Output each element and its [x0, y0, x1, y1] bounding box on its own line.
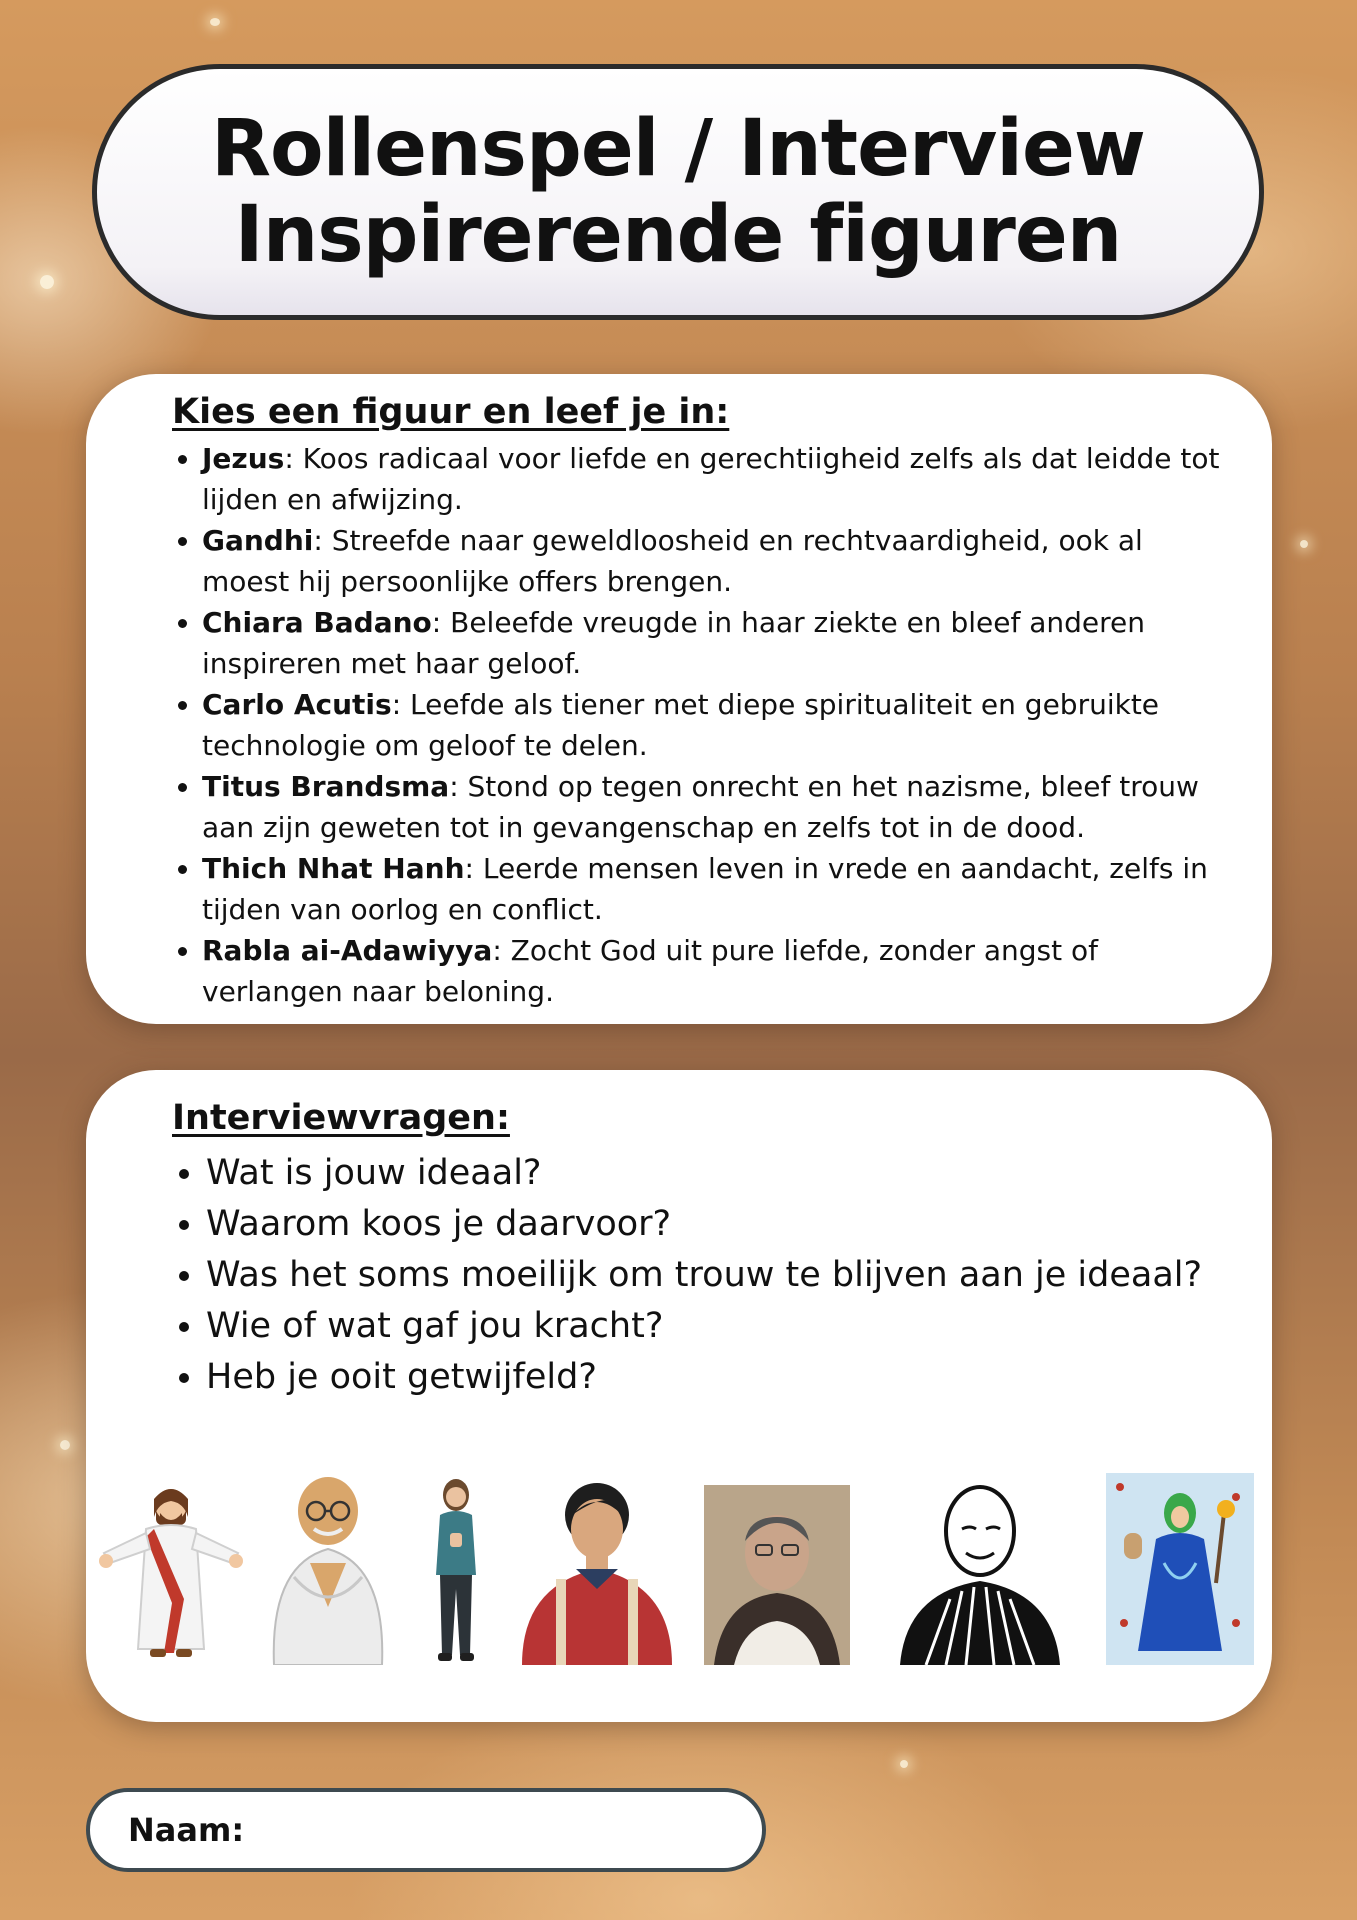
titus-portrait-icon	[704, 1485, 850, 1665]
figure-description: : Beleefde vreugde in haar ziekte en bleef anderen inspireren met haar geloof.	[202, 606, 1145, 680]
list-item	[202, 684, 1222, 766]
page-title-line-1: Rollenspel / Interview	[211, 104, 1145, 194]
list-item	[202, 438, 1222, 520]
page-title-line-2: Inspirerende figuren	[234, 190, 1122, 280]
chiara-figure-icon	[426, 1475, 486, 1665]
carlo-figure-icon	[516, 1479, 678, 1665]
question-item: • Was het soms moeilijk om trouw te blijven aan je ideaal?	[206, 1250, 1222, 1301]
figures-list	[152, 438, 1222, 1012]
figure-description: : Leefde als tiener met diepe spiritualiteit en gebruikte technologie om geloof te delen.	[202, 688, 1160, 762]
portrait-strip	[96, 1465, 1276, 1665]
figure-description: : Koos radicaal voor liefde en gerechtiigheid zelfs als dat leidde tot lijden en afwijzing.	[202, 442, 1220, 516]
figure-description: : Streefde naar geweldloosheid en rechtvaardigheid, ook al moest hij persoonlijke offers brengen.	[202, 524, 1143, 598]
sparkle-decoration	[60, 1440, 70, 1450]
figures-heading: Kies een figuur en leef je in:	[172, 392, 730, 432]
question-item: • Wie of wat gaf jou kracht?	[206, 1301, 1222, 1352]
list-item	[202, 766, 1222, 848]
list-item	[202, 520, 1222, 602]
figure-name: Titus Brandsma	[202, 770, 450, 803]
sparkle-decoration	[900, 1760, 908, 1768]
gandhi-figure-icon	[254, 1467, 402, 1665]
figure-name: Jezus	[202, 442, 285, 475]
figure-name: Chiara Badano	[202, 606, 432, 639]
questions-card	[86, 1070, 1272, 1722]
question-item: • Heb je ooit getwijfeld?	[206, 1352, 1222, 1403]
sparkle-decoration	[210, 18, 220, 26]
sparkle-decoration	[40, 275, 54, 289]
name-label: Naam:	[128, 1811, 245, 1849]
list-item	[202, 930, 1222, 1012]
list-item	[202, 848, 1222, 930]
figures-card	[86, 374, 1272, 1024]
figure-description: : Zocht God uit pure liefde, zonder angst of verlangen naar beloning.	[202, 934, 1099, 1008]
name-field[interactable]	[86, 1788, 766, 1872]
figure-description: : Stond op tegen onrecht en het nazisme, bleef trouw aan zijn geweten tot in gevangenschap en zelfs tot in de dood.	[202, 770, 1199, 844]
title-banner	[92, 64, 1264, 320]
questions-list	[152, 1148, 1222, 1403]
sparkle-decoration	[1300, 540, 1308, 548]
figure-name: Thich Nhat Hanh	[202, 852, 465, 885]
rabia-painting-icon	[1106, 1473, 1254, 1665]
figure-name: Gandhi	[202, 524, 314, 557]
thich-sketch-icon	[896, 1479, 1064, 1665]
figure-name: Rabla ai-Adawiyya	[202, 934, 493, 967]
list-item	[202, 602, 1222, 684]
figure-name: Carlo Acutis	[202, 688, 392, 721]
question-item: • Wat is jouw ideaal?	[206, 1148, 1222, 1199]
jesus-figure-icon	[96, 1475, 246, 1665]
question-item: • Waarom koos je daarvoor?	[206, 1199, 1222, 1250]
figure-description: : Leerde mensen leven in vrede en aandacht, zelfs in tijden van oorlog en conflict.	[202, 852, 1208, 926]
questions-heading: Interviewvragen:	[172, 1098, 510, 1138]
